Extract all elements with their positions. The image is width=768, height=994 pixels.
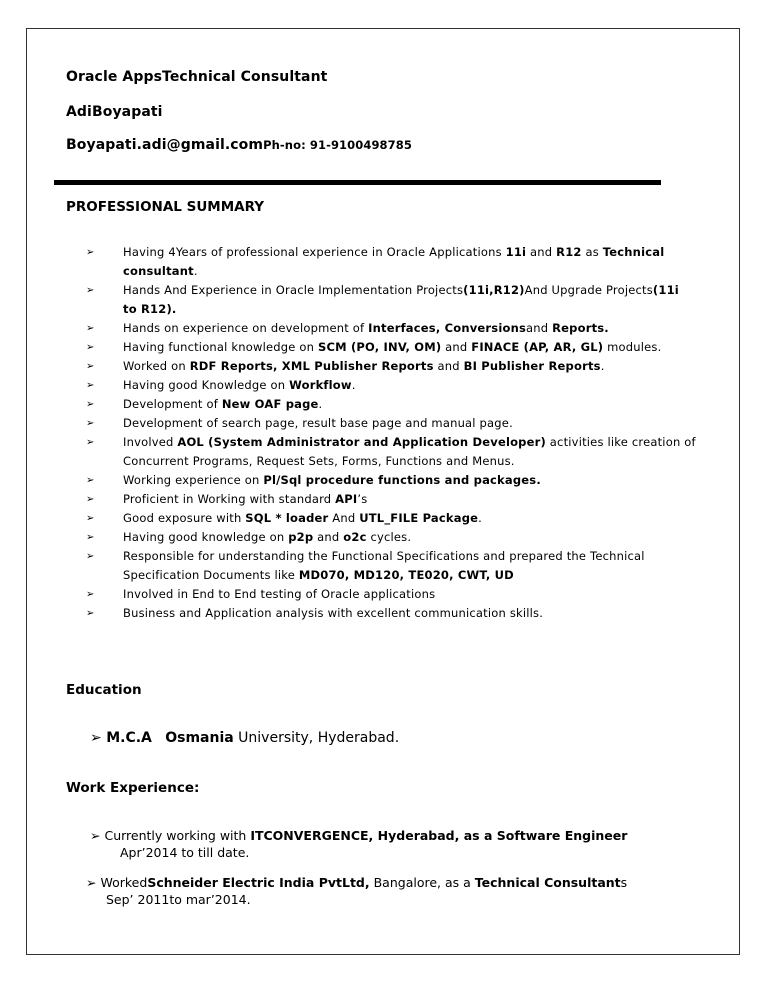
summary-item <box>86 243 696 281</box>
bullet-arrow-icon: ➢ <box>86 399 95 410</box>
contact-line <box>66 137 412 153</box>
summary-keyword: Workflow <box>289 378 352 392</box>
summary-text: Having good knowledge on <box>123 530 289 544</box>
summary-text: Having functional knowledge on <box>123 340 318 354</box>
bullet-arrow-icon: ➢ <box>86 323 95 334</box>
summary-item <box>86 357 696 376</box>
candidate-name: AdiBoyapati <box>66 104 163 120</box>
job-text: Worked <box>100 875 148 890</box>
email-text: Boyapati.adi@gmail.com <box>66 137 264 153</box>
bullet-arrow-icon: ➢ <box>86 513 95 524</box>
summary-item <box>86 338 696 357</box>
summary-keyword: (11i,R12) <box>463 283 525 297</box>
summary-text: modules. <box>603 340 662 354</box>
summary-keyword: RDF Reports, XML Publisher Reports <box>189 359 434 373</box>
summary-item <box>86 395 696 414</box>
summary-text: Having 4Years of professional experience in Oracle Applications <box>123 245 506 259</box>
summary-text: . <box>600 359 605 373</box>
summary-text: Good exposure with <box>123 511 246 525</box>
summary-keyword: o2c <box>343 530 367 544</box>
bullet-arrow-icon: ➢ <box>86 589 95 600</box>
summary-keyword: Reports. <box>552 321 609 335</box>
job-company: ITCONVERGENCE, Hyderabad, as a Software Engineer <box>250 828 628 843</box>
summary-keyword: R12 <box>556 245 582 259</box>
summary-item <box>86 490 696 509</box>
header-divider <box>54 180 661 185</box>
summary-text: And Upgrade Projects <box>524 283 653 297</box>
summary-text: Involved in End to End testing of Oracle applications <box>123 587 436 601</box>
summary-item <box>86 585 696 604</box>
summary-text: Worked on <box>123 359 190 373</box>
summary-text: and <box>526 245 557 259</box>
summary-keyword: 11i <box>505 245 527 259</box>
education-item <box>90 730 399 746</box>
summary-keyword: Technical consultant <box>123 245 665 278</box>
summary-text: Responsible for understanding the Functional Specifications and prepared the Technical Specification Documents like <box>123 549 645 582</box>
job-title: Oracle AppsTechnical Consultant <box>66 69 328 85</box>
job-entry <box>90 827 690 861</box>
summary-keyword: FINACE (AP, AR, GL) <box>471 340 604 354</box>
summary-list <box>86 243 696 623</box>
summary-text: . <box>478 511 482 525</box>
summary-text: Involved <box>123 435 178 449</box>
bullet-arrow-icon: ➢ <box>86 532 95 543</box>
bullet-arrow-icon: ➢ <box>86 551 95 562</box>
summary-text: Hands on experience on development of <box>123 321 369 335</box>
work-heading: Work Experience: <box>66 780 200 796</box>
summary-text: and <box>441 340 472 354</box>
summary-text: Proficient in Working with standard <box>123 492 336 506</box>
summary-item <box>86 547 696 585</box>
job-entry <box>86 874 686 908</box>
summary-text: Development of <box>123 397 222 411</box>
bullet-arrow-icon: ➢ <box>90 828 101 843</box>
bullet-arrow-icon: ➢ <box>86 494 95 505</box>
job-dates: Sep’ 2011to mar’2014. <box>106 892 251 907</box>
job-text: s <box>620 875 628 890</box>
bullet-arrow-icon: ➢ <box>86 285 95 296</box>
summary-item <box>86 414 696 433</box>
summary-keyword: UTL_FILE Package <box>359 511 479 525</box>
summary-text: as <box>581 245 603 259</box>
summary-item <box>86 319 696 338</box>
university-location: University, Hyderabad. <box>233 730 400 746</box>
job-text: Bangalore, as a <box>369 875 475 890</box>
summary-text: Working experience on <box>123 473 264 487</box>
job-text: Currently working with <box>104 828 251 843</box>
summary-text: activities like creation of Concurrent Programs, Request Sets, Forms, Functions and Menus. <box>123 435 696 468</box>
university-name: Osmania <box>165 730 234 746</box>
summary-item <box>86 509 696 528</box>
summary-text: . <box>193 264 198 278</box>
summary-keyword: MD070, MD120, TE020, CWT, UD <box>298 568 514 582</box>
summary-keyword: Interfaces, Conversions <box>368 321 527 335</box>
bullet-arrow-icon: ➢ <box>86 875 97 890</box>
summary-keyword: API <box>335 492 358 506</box>
bullet-arrow-icon: ➢ <box>86 608 95 619</box>
summary-keyword: New OAF page <box>221 397 319 411</box>
summary-item <box>86 281 696 319</box>
summary-keyword: Pl/Sql procedure functions and packages. <box>263 473 541 487</box>
bullet-arrow-icon: ➢ <box>86 380 95 391</box>
bullet-arrow-icon: ➢ <box>86 342 95 353</box>
job-dates: Apr’2014 to till date. <box>120 845 250 860</box>
summary-text: and <box>526 321 553 335</box>
summary-keyword: (11i to R12). <box>123 283 679 316</box>
summary-text: . <box>318 397 323 411</box>
summary-keyword: p2p <box>288 530 314 544</box>
bullet-arrow-icon: ➢ <box>86 418 95 429</box>
phone-text: Ph-no: 91-9100498785 <box>263 138 412 152</box>
summary-keyword: SCM (PO, INV, OM) <box>317 340 442 354</box>
bullet-arrow-icon: ➢ <box>86 361 95 372</box>
job-role: Technical Consultant <box>474 875 621 890</box>
summary-text: And <box>328 511 360 525</box>
summary-text: Business and Application analysis with excellent communication skills. <box>123 606 544 620</box>
summary-text: . <box>351 378 356 392</box>
bullet-arrow-icon: ➢ <box>86 247 95 258</box>
summary-text: cycles. <box>366 530 412 544</box>
summary-item <box>86 604 696 623</box>
summary-keyword: SQL * loader <box>245 511 329 525</box>
summary-keyword: AOL (System Administrator and Application Developer) <box>177 435 546 449</box>
summary-text: Development of search page, result base page and manual page. <box>123 416 513 430</box>
summary-item <box>86 433 696 471</box>
summary-text: ’s <box>357 492 368 506</box>
job-company: Schneider Electric India PvtLtd, <box>147 875 370 890</box>
summary-text: and <box>313 530 344 544</box>
summary-item <box>86 376 696 395</box>
summary-text: and <box>433 359 464 373</box>
summary-item <box>86 528 696 547</box>
summary-item <box>86 471 696 490</box>
degree: M.C.A <box>106 730 152 746</box>
summary-text: Hands And Experience in Oracle Implementation Projects <box>123 283 464 297</box>
bullet-arrow-icon: ➢ <box>90 730 102 746</box>
summary-text: Having good Knowledge on <box>123 378 290 392</box>
education-heading: Education <box>66 682 142 698</box>
bullet-arrow-icon: ➢ <box>86 475 95 486</box>
summary-keyword: BI Publisher Reports <box>463 359 601 373</box>
bullet-arrow-icon: ➢ <box>86 437 95 448</box>
summary-heading: PROFESSIONAL SUMMARY <box>66 199 265 215</box>
